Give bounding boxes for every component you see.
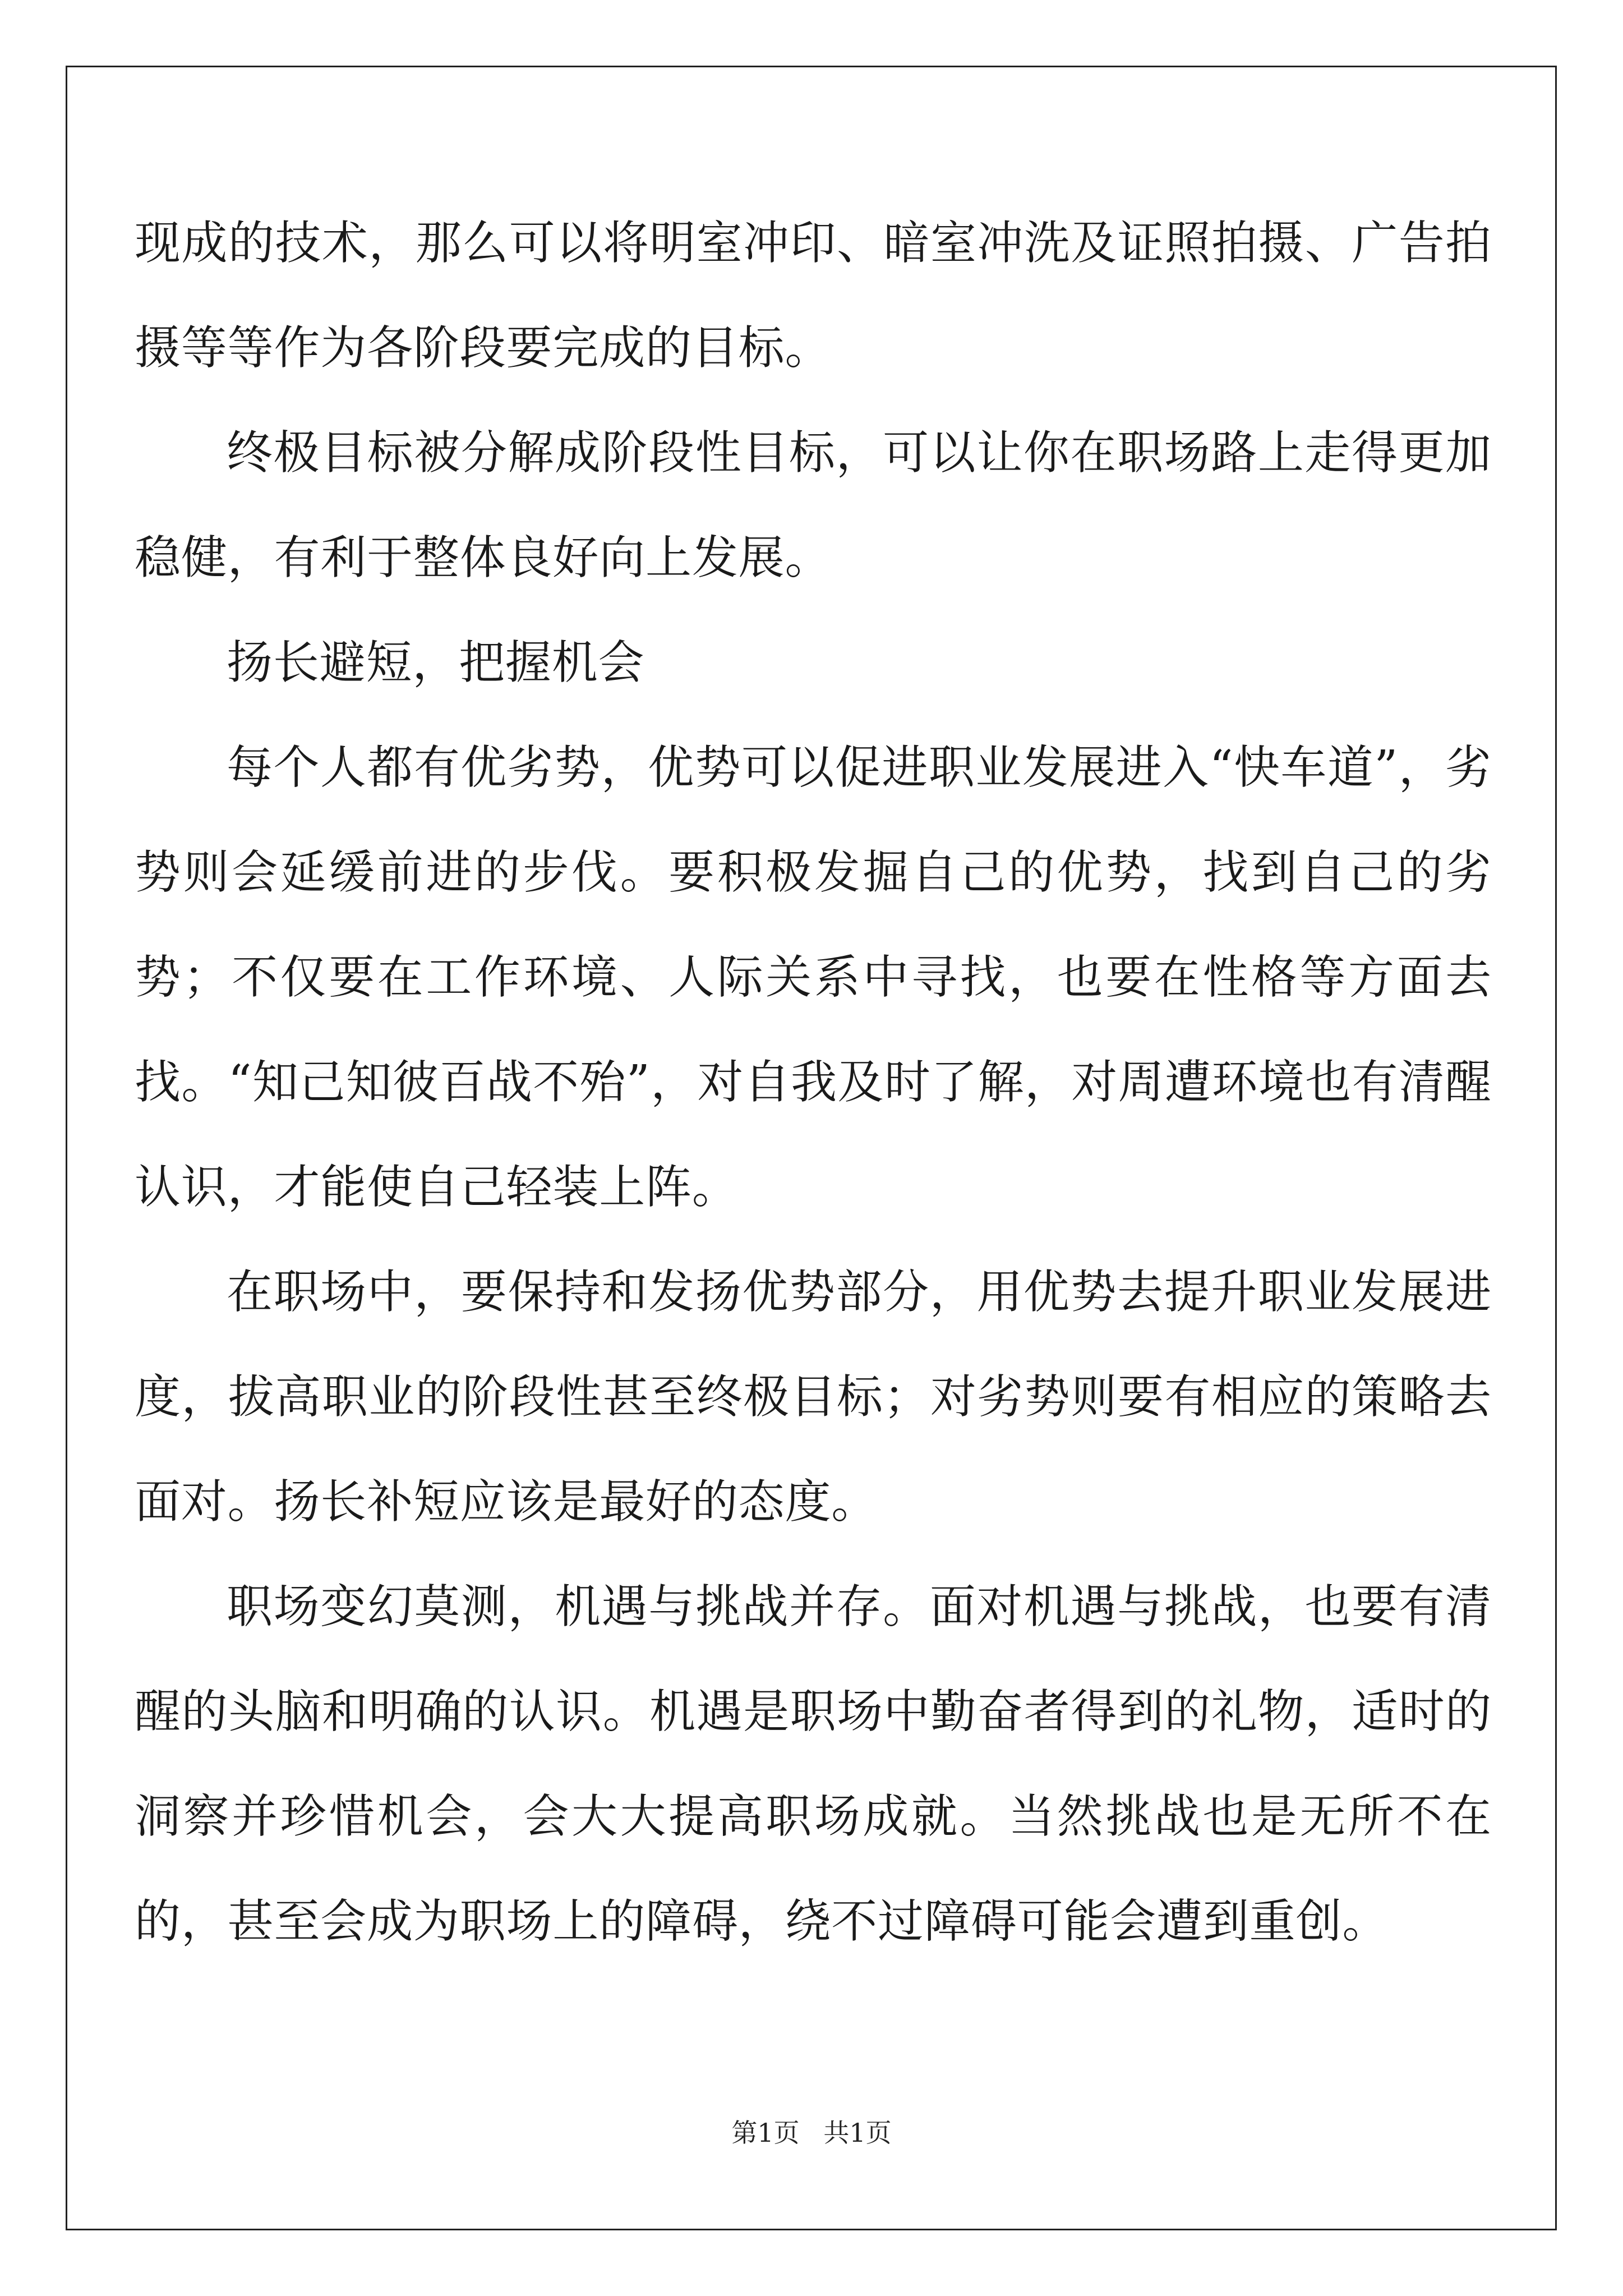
paragraph: 每个人都有优劣势，优势可以促进职业发展进入“快车道”，劣势则会延缓前进的步伐。要积极发掘自己的优势，找到自己的劣势；不仅要在工作环境、人际关系中寻找，也要在性格等方面去找。“知己知彼百战不殆”，对自我及时了解，对周遭环境也有清醒认识，才能使自己轻装上阵。 [135,741,1492,1214]
paragraph: 在职场中，要保持和发扬优势部分，用优势去提升职业发展进度，拔高职业的阶段性甚至终极目标；对劣势则要有相应的策略去面对。扬长补短应该是最好的态度。 [135,1266,1492,1529]
page-number: 第1页 [731,2118,800,2148]
paragraph: 终极目标被分解成阶段性目标，可以让你在职场路上走得更加稳健，有利于整体良好向上发展。 [135,426,1492,585]
paragraph: 职场变幻莫测，机遇与挑战并存。面对机遇与挑战，也要有清醒的头脑和明确的认识。机遇是职场中勤奋者得到的礼物，适时的洞察并珍惜机会，会大大提高职场成就。当然挑战也是无所不在的，甚至会成为职场上的障碍，绕不过障碍可能会遭到重创。 [135,1580,1492,1948]
section-heading: 扬长避短，把握机会 [227,636,645,689]
document-body [135,191,1492,1974]
page-total: 共1页 [823,2118,892,2148]
page-footer [0,2116,1623,2150]
paragraph: 现成的技术，那么可以将明室冲印、暗室冲洗及证照拍摄、广告拍摄等等作为各阶段要完成的目标。 [135,217,1492,375]
